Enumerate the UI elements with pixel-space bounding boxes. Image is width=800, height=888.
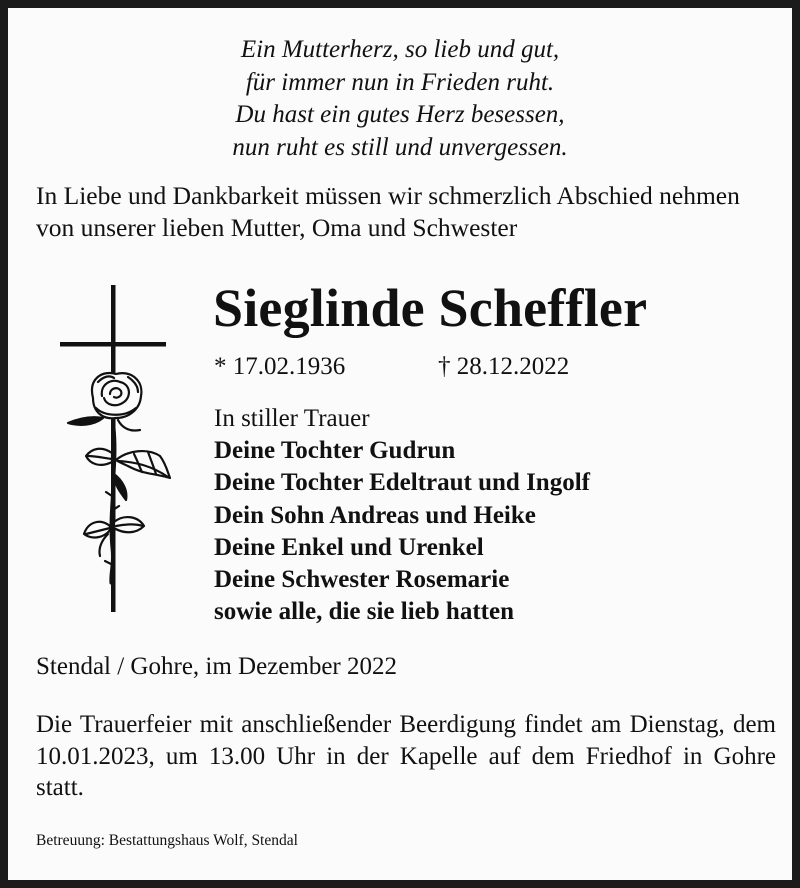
intro-text: In Liebe und Dankbarkeit müssen wir schmerzlich Abschied nehmen von unserer lieben Mutter, Oma und Schwester — [36, 181, 740, 242]
poem-line: für immer nun in Frieden ruht. — [245, 68, 555, 96]
obituary-card — [8, 8, 792, 880]
poem-line: nun ruht es still und unvergessen. — [232, 133, 568, 161]
life-dates — [214, 352, 570, 382]
mourner-line: Dein Sohn Andreas und Heike — [214, 501, 536, 529]
death-date: † 28.12.2022 — [438, 353, 570, 380]
mourner-line: Deine Tochter Edeltraut und Ingolf — [214, 469, 590, 497]
birth-date: * 17.02.1936 — [214, 353, 346, 380]
memorial-poem — [8, 34, 792, 164]
mourner-line: Deine Enkel und Urenkel — [214, 533, 484, 561]
place-date: Stendal / Gohre, im Dezember 2022 — [36, 653, 398, 680]
funeral-home: Betreuung: Bestattungshaus Wolf, Stendal — [36, 832, 298, 849]
mourners-list — [214, 403, 590, 628]
mourner-line: sowie alle, die sie lieb hatten — [214, 598, 514, 626]
poem-line: Du hast ein gutes Herz besessen, — [235, 101, 565, 128]
cross-with-rose — [48, 278, 178, 623]
mourner-line: Deine Schwester Rosemarie — [214, 566, 510, 594]
mourning-intro: In stiller Trauer — [214, 405, 370, 432]
poem-line: Ein Mutterherz, so lieb und gut, — [240, 36, 560, 63]
mourner-line: Deine Tochter Gudrun — [214, 437, 456, 465]
deceased-name: Sieglinde Scheffler — [213, 278, 648, 338]
rose-icon — [68, 373, 170, 583]
funeral-notice: Die Trauerfeier mit anschließender Beerdigung findet am Dienstag, dem 10.01.2023, um 13.00 Uhr in der Kapelle auf dem Friedhof in Gohre statt. — [36, 711, 776, 801]
